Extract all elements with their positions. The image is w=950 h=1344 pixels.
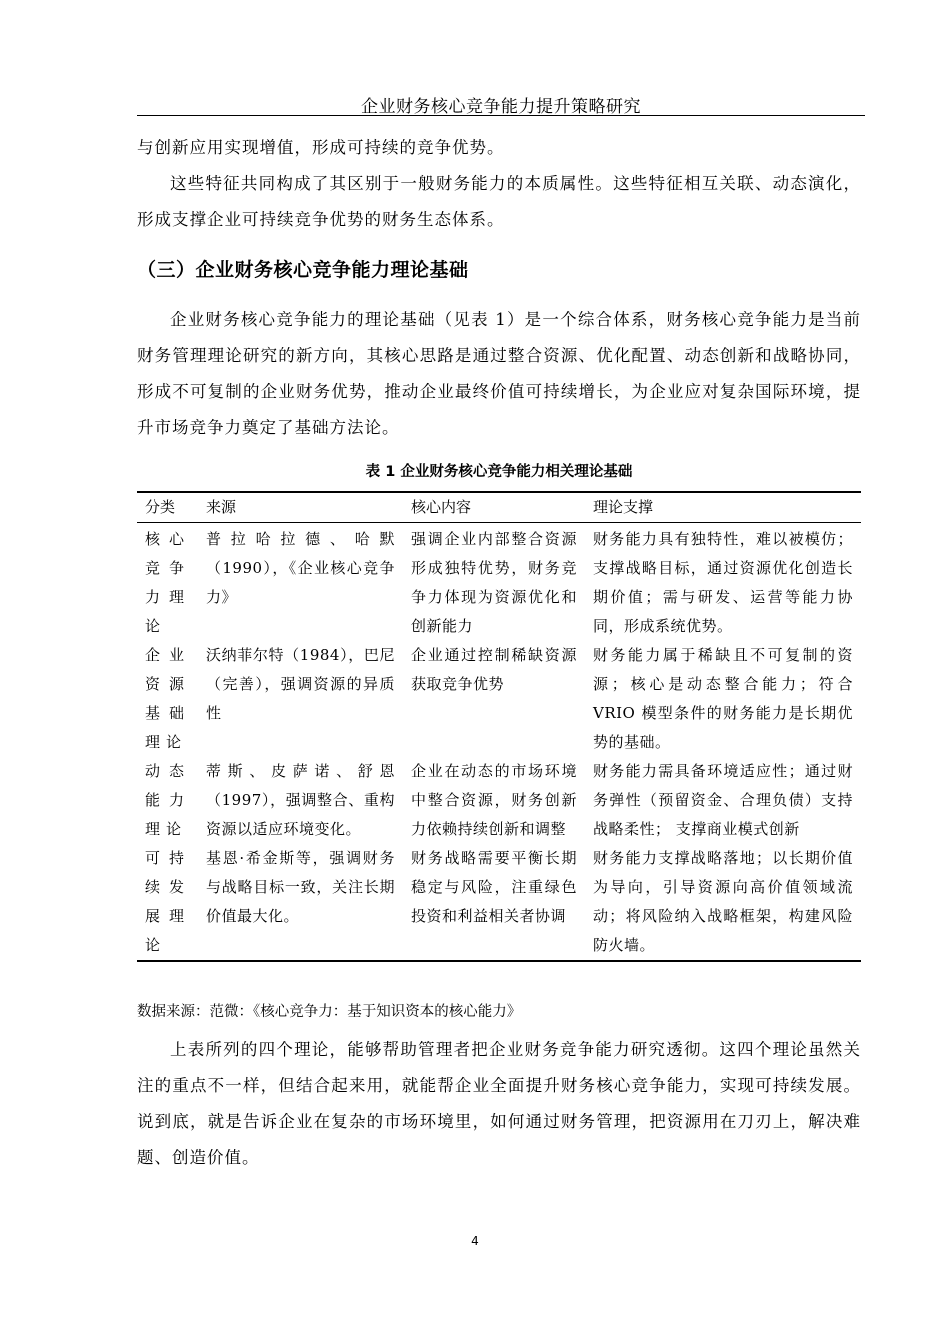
cell-content: 企业通过控制稀缺资源获取竞争优势 <box>411 646 577 693</box>
cell-category: 可持续发展理论 <box>145 849 190 954</box>
header-support: 理论支撑 <box>593 498 654 516</box>
table-caption: 表 1 企业财务核心竞争能力相关理论基础 <box>365 464 633 480</box>
section-heading: （三）企业财务核心竞争能力理论基础 <box>137 259 469 281</box>
cell-category: 企业资源基础理论 <box>145 646 190 751</box>
page-number: 4 <box>471 1234 479 1248</box>
cell-source: 蒂斯、皮萨诺、舒恩（1997），强调整合、重构资源以适应环境变化。 <box>206 762 395 838</box>
cell-source: 普拉哈拉德、哈默（1990），《企业核心竞争力》 <box>206 530 395 606</box>
table-header-row <box>137 492 861 523</box>
table-row <box>137 757 861 844</box>
header-rule <box>137 115 865 116</box>
running-header: 企业财务核心竞争能力提升策略研究 <box>361 97 641 117</box>
table-row <box>137 844 861 961</box>
cell-content: 强调企业内部整合资源形成独特优势，财务竞争力体现为资源优化和创新能力 <box>411 530 577 635</box>
header-source: 来源 <box>206 498 237 516</box>
cell-source: 基恩·希金斯等，强调财务与战略目标一致，关注长期价值最大化。 <box>206 849 395 925</box>
cell-category: 动态能力理论 <box>145 762 190 838</box>
cell-content: 企业在动态的市场环境中整合资源，财务创新力依赖持续创新和调整 <box>411 762 577 838</box>
data-source-note: 数据来源：范微：《核心竞争力：基于知识资本的核心能力》 <box>137 1004 522 1020</box>
header-content: 核心内容 <box>411 498 472 516</box>
cell-support: 财务能力需具备环境适应性；通过财务弹性（预留资金、合理负债）支持战略柔性； 支撑商业模式创新 <box>593 762 853 838</box>
paragraph-characteristics: 这些特征共同构成了其区别于一般财务能力的本质属性。这些特征相互关联、动态演化，形成支撑企业可持续竞争优势的财务生态体系。 <box>137 174 861 229</box>
paragraph-continuation: 与创新应用实现增值，形成可持续的竞争优势。 <box>137 138 505 157</box>
cell-support: 财务能力支撑战略落地；以长期价值为导向，引导资源向高价值领域流动；将风险纳入战略框架，构建风险防火墙。 <box>593 849 853 954</box>
cell-source: 沃纳菲尔特（1984），巴尼（完善），强调资源的异质性 <box>206 646 395 722</box>
cell-support: 财务能力属于稀缺且不可复制的资源；核心是动态整合能力；符合 VRIO 模型条件的财务能力是长期优势的基础。 <box>593 646 853 751</box>
paragraph-theory-intro: 企业财务核心竞争能力的理论基础（见表 1）是一个综合体系，财务核心竞争能力是当前财务管理理论研究的新方向，其核心思路是通过整合资源、优化配置、动态创新和战略协同，形成不可复制的企业财务优势，推动企业最终价值可持续增长，为企业应对复杂国际环境，提升市场竞争力奠定了基础方法论。 <box>137 310 861 437</box>
cell-content: 财务战略需要平衡长期稳定与风险，注重绿色投资和利益相关者协调 <box>411 849 577 925</box>
paragraph-summary: 上表所列的四个理论，能够帮助管理者把企业财务竞争能力研究透彻。这四个理论虽然关注的重点不一样，但结合起来用，就能帮企业全面提升财务核心竞争能力，实现可持续发展。说到底，就是告诉企业在复杂的市场环境里，如何通过财务管理，把资源用在刀刃上，解决难题、创造价值。 <box>137 1040 861 1167</box>
header-category: 分类 <box>145 498 176 516</box>
table-row <box>137 523 861 642</box>
cell-category: 核心竞争力理论 <box>145 530 190 635</box>
theory-table <box>137 491 861 962</box>
table-row <box>137 641 861 757</box>
cell-support: 财务能力具有独特性，难以被模仿； 支撑战略目标，通过资源优化创造长期价值；需与研发、运营等能力协同，形成系统优势。 <box>593 530 853 635</box>
